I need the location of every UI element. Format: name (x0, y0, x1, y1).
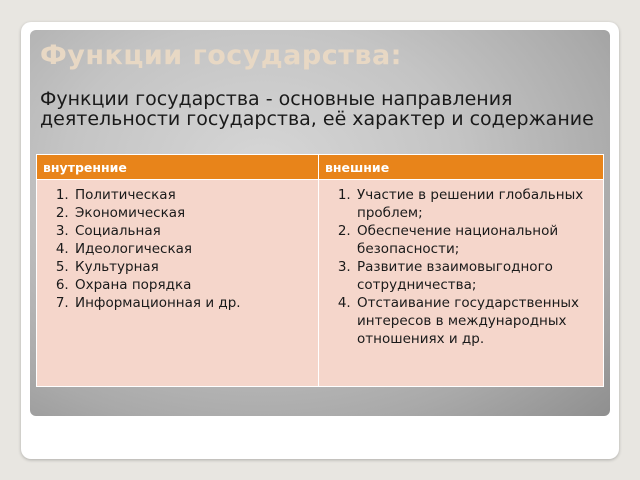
header-external: внешние (319, 155, 604, 180)
table-row (37, 180, 604, 387)
functions-table (36, 154, 604, 387)
list-item: 1. Участие в решении глобальных проблем; (355, 186, 597, 222)
list-item: 3. Социальная (73, 222, 312, 240)
list-item: 2. Экономическая (73, 204, 312, 222)
slide-title: Функции государства: (40, 40, 402, 71)
list-item: 4. Идеологическая (73, 240, 312, 258)
list-item: 6. Охрана порядка (73, 276, 312, 294)
list-item: 3. Развитие взаимовыгодного сотрудничества; (355, 258, 597, 294)
list-item: 2. Обеспечение национальной безопасности; (355, 222, 597, 258)
external-functions-list (325, 186, 597, 348)
header-internal: внутренние (37, 155, 319, 180)
external-functions-cell (319, 180, 604, 387)
list-item: 4. Отстаивание государственных интересов в международных отношениях и др. (355, 294, 597, 348)
list-item: 7. Информационная и др. (73, 294, 312, 312)
internal-functions-list (43, 186, 312, 312)
list-item: 1. Политическая (73, 186, 312, 204)
list-item: 5. Культурная (73, 258, 312, 276)
internal-functions-cell (37, 180, 319, 387)
table-header-row (37, 155, 604, 180)
slide-subtitle: Функции государства - основные направления деятельности государства, её характер и содержание (40, 88, 594, 130)
